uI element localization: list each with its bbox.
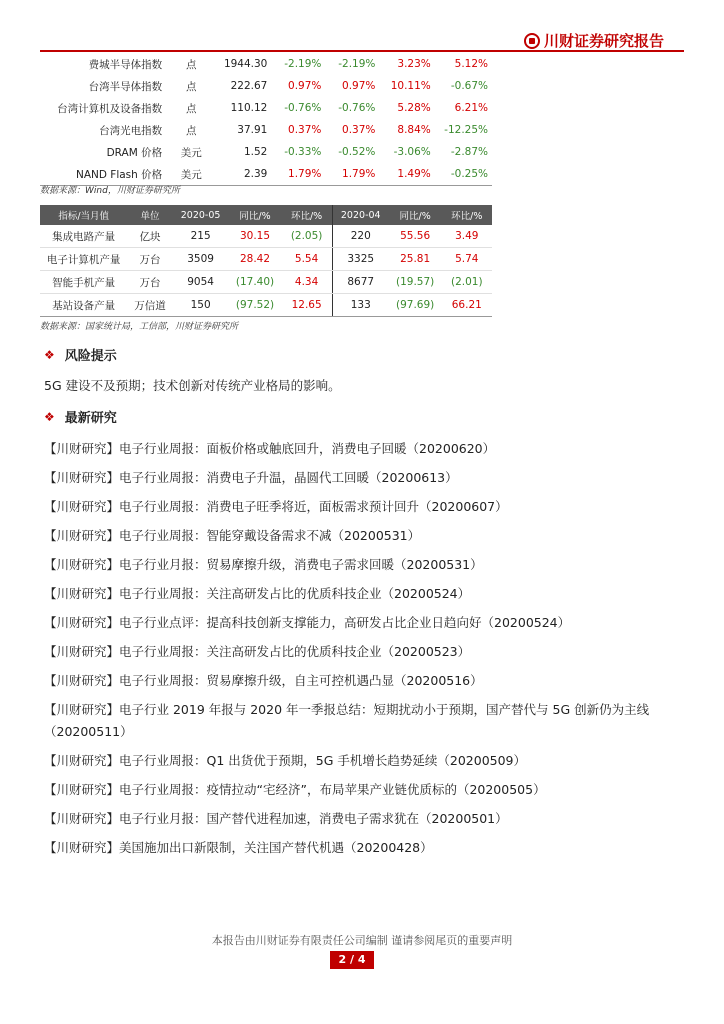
indicator-cell: 基站设备产量 — [40, 294, 127, 317]
change-cell: 0.37% — [288, 124, 322, 136]
yoy-cell: 30.15 — [229, 225, 282, 248]
unit-cell: 点 — [185, 80, 197, 93]
footer-disclaimer: 本报告由川财证券有限责任公司编制 谨请参阅尾页的重要声明 — [211, 934, 513, 947]
diamond-bullet-icon: ❖ — [44, 409, 55, 424]
list-item: 【川财研究】电子行业周报：关注高研发占比的优质科技企业（20200524） — [44, 586, 471, 601]
change-cell: 1.79% — [342, 168, 376, 180]
value-cell: 220 — [332, 225, 388, 248]
indicator-cell: 电子计算机产量 — [40, 248, 127, 271]
list-item: 【川财研究】电子行业周报：面板价格或触底回升，消费电子回暖（20200620） — [44, 441, 496, 456]
change-cell: 6.21% — [454, 102, 488, 114]
value-cell: 8677 — [332, 271, 388, 294]
brand-logo — [524, 30, 664, 51]
value-cell: 215 — [173, 225, 229, 248]
list-item: 【川财研究】电子行业月报：贸易摩擦升级，消费电子需求回暖（20200531） — [44, 557, 483, 572]
value-cell: 1.52 — [243, 146, 268, 158]
mom-cell: (2.05) — [281, 225, 332, 248]
value-cell: 133 — [332, 294, 388, 317]
change-cell: -0.76% — [338, 102, 376, 114]
yoy-cell: 28.42 — [229, 248, 282, 271]
table-row — [40, 225, 492, 248]
table-row — [40, 271, 492, 294]
research-list — [44, 438, 680, 866]
research-title: 最新研究 — [64, 411, 117, 426]
change-cell: -2.19% — [338, 58, 376, 70]
yoy-cell: (97.69) — [389, 294, 442, 317]
change-cell: 8.84% — [397, 124, 431, 136]
mom-cell: 12.65 — [281, 294, 332, 317]
yoy-cell: 55.56 — [389, 225, 442, 248]
col-header: 同比/% — [229, 205, 282, 225]
yoy-cell: (97.52) — [229, 294, 282, 317]
indicator-cell: 智能手机产量 — [40, 271, 127, 294]
change-cell: 3.23% — [397, 58, 431, 70]
table-row — [40, 53, 492, 75]
change-cell: -12.25% — [444, 124, 488, 136]
unit-cell: 点 — [185, 102, 197, 115]
list-item: 【川财研究】电子行业周报：关注高研发占比的优质科技企业（20200523） — [44, 644, 471, 659]
research-section-title — [44, 407, 117, 426]
index-name-cell: 费城半导体指数 — [88, 58, 163, 71]
list-item: 【川财研究】电子行业周报：智能穿戴设备需求不减（20200531） — [44, 528, 421, 543]
production-table — [40, 205, 492, 317]
change-cell: 1.49% — [397, 168, 431, 180]
change-cell: -0.25% — [450, 168, 488, 180]
list-item: 【川财研究】电子行业 2019 年报与 2020 年一季报总结：短期扰动小于预期，国产替代与 5G 创新仍为主线（20200511） — [44, 702, 650, 739]
table-row — [40, 97, 492, 119]
col-header: 环比/% — [281, 205, 332, 225]
unit-cell: 万信道 — [127, 294, 172, 317]
risk-section-title — [44, 345, 117, 364]
change-cell: 0.97% — [288, 80, 322, 92]
col-header: 2020-05 — [173, 205, 229, 225]
table-row — [40, 248, 492, 271]
header-divider — [40, 50, 684, 52]
change-cell: 5.12% — [454, 58, 488, 70]
col-header: 指标/当月值 — [40, 205, 127, 225]
value-cell: 9054 — [173, 271, 229, 294]
yoy-cell: 25.81 — [389, 248, 442, 271]
col-header: 环比/% — [442, 205, 492, 225]
value-cell: 2.39 — [243, 168, 268, 180]
change-cell: 10.11% — [390, 80, 431, 92]
unit-cell: 美元 — [180, 146, 202, 159]
page-number-badge: 2 / 4 — [330, 951, 374, 969]
change-cell: -2.19% — [284, 58, 322, 70]
change-cell: 5.28% — [397, 102, 431, 114]
mom-cell: 3.49 — [442, 225, 492, 248]
index-name-cell: 台湾计算机及设备指数 — [57, 102, 163, 115]
mom-cell: 66.21 — [442, 294, 492, 317]
diamond-bullet-icon: ❖ — [44, 347, 55, 362]
change-cell: -3.06% — [393, 146, 431, 158]
indicator-cell: 集成电路产量 — [40, 225, 127, 248]
index-name-cell: 台湾光电指数 — [99, 124, 163, 137]
mom-cell: (2.01) — [442, 271, 492, 294]
mom-cell: 4.34 — [281, 271, 332, 294]
list-item: 【川财研究】电子行业周报：疫情拉动“宅经济”，布局苹果产业链优质标的（20200505） — [44, 782, 546, 797]
brand-text: 川财证券研究报告 — [543, 32, 664, 50]
change-cell: -0.76% — [284, 102, 322, 114]
risk-title: 风险提示 — [64, 349, 117, 364]
unit-cell: 美元 — [180, 168, 202, 181]
value-cell: 3325 — [332, 248, 388, 271]
table-header-row — [40, 205, 492, 225]
change-cell: -0.67% — [450, 80, 488, 92]
change-cell: 0.97% — [342, 80, 376, 92]
col-header: 2020-04 — [332, 205, 388, 225]
table-row — [40, 75, 492, 97]
value-cell: 37.91 — [237, 124, 268, 136]
list-item: 【川财研究】美国施加出口新限制，关注国产替代机遇（20200428） — [44, 840, 433, 855]
change-cell: 1.79% — [288, 168, 322, 180]
index-name-cell: 台湾半导体指数 — [88, 80, 163, 93]
mom-cell: 5.54 — [281, 248, 332, 271]
value-cell: 150 — [173, 294, 229, 317]
unit-cell: 点 — [185, 124, 197, 137]
unit-cell: 点 — [185, 58, 197, 71]
value-cell: 110.12 — [230, 102, 268, 114]
index-table — [40, 53, 492, 186]
change-cell: 0.37% — [342, 124, 376, 136]
value-cell: 1944.30 — [223, 58, 268, 70]
change-cell: -2.87% — [450, 146, 488, 158]
index-name-cell: DRAM 价格 — [106, 146, 163, 159]
list-item: 【川财研究】电子行业周报：消费电子旺季将近，面板需求预计回升（20200607） — [44, 499, 508, 514]
unit-cell: 万台 — [127, 248, 172, 271]
col-header: 单位 — [127, 205, 172, 225]
change-cell: -0.33% — [284, 146, 322, 158]
brand-mark-icon — [524, 33, 540, 49]
list-item: 【川财研究】电子行业周报：贸易摩擦升级，自主可控机遇凸显（20200516） — [44, 673, 483, 688]
source-note-1: 数据来源：Wind，川财证券研究所 — [40, 186, 180, 196]
unit-cell: 万台 — [127, 271, 172, 294]
list-item: 【川财研究】电子行业周报：Q1 出货优于预期，5G 手机增长趋势延续（20200509） — [44, 753, 527, 768]
yoy-cell: (17.40) — [229, 271, 282, 294]
table-row — [40, 119, 492, 141]
value-cell: 222.67 — [230, 80, 268, 92]
change-cell: -0.52% — [338, 146, 376, 158]
list-item: 【川财研究】电子行业点评：提高科技创新支撑能力，高研发占比企业日趋向好（20200524） — [44, 615, 571, 630]
index-name-cell: NAND Flash 价格 — [75, 168, 163, 181]
list-item: 【川财研究】电子行业月报：国产替代进程加速，消费电子需求犹在（20200501） — [44, 811, 508, 826]
table-row — [40, 141, 492, 163]
list-item: 【川财研究】电子行业周报：消费电子升温，晶圆代工回暖（20200613） — [44, 470, 458, 485]
col-header: 同比/% — [389, 205, 442, 225]
value-cell: 3509 — [173, 248, 229, 271]
mom-cell: 5.74 — [442, 248, 492, 271]
risk-text: 5G 建设不及预期；技术创新对传统产业格局的影响。 — [44, 378, 341, 393]
source-note-2: 数据来源：国家统计局，工信部，川财证券研究所 — [40, 322, 239, 332]
unit-cell: 亿块 — [127, 225, 172, 248]
table-row — [40, 294, 492, 317]
yoy-cell: (19.57) — [389, 271, 442, 294]
